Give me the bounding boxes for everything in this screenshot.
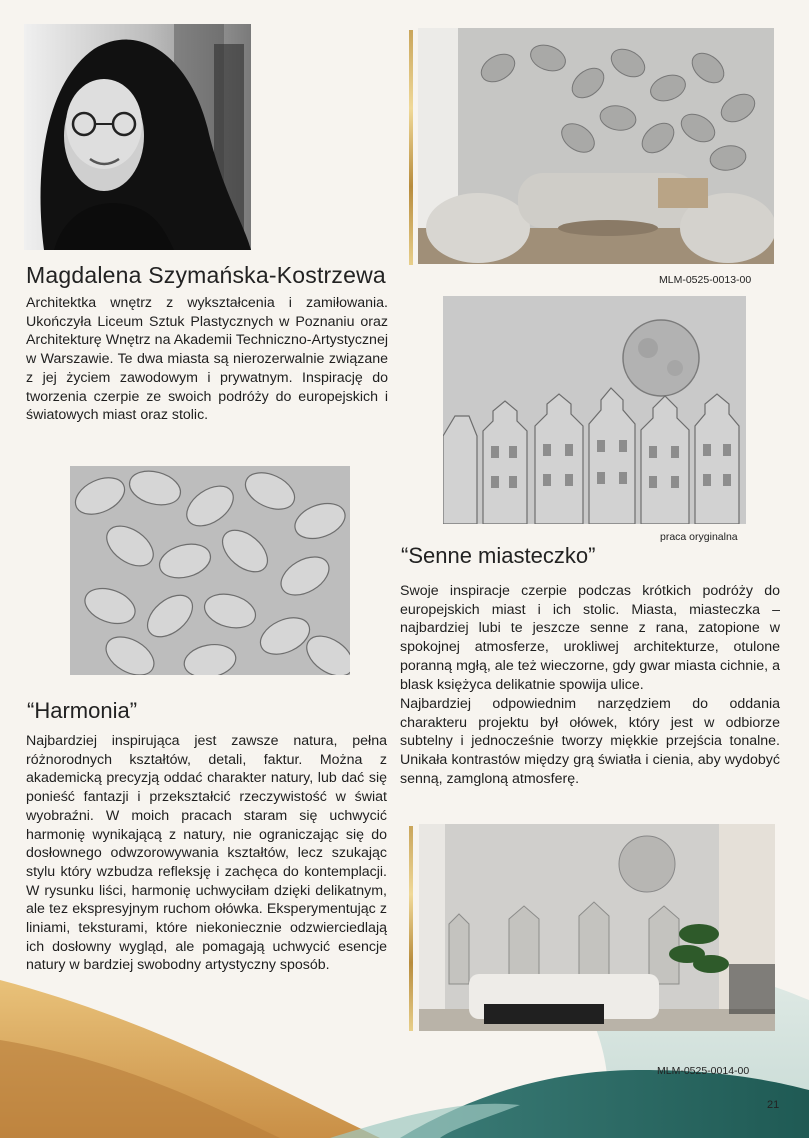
- interior-photo-town-wallpaper: [419, 824, 775, 1031]
- caption-original: praca oryginalna: [660, 531, 738, 543]
- page-number: 21: [767, 1099, 780, 1111]
- original-drawing-town: [443, 296, 746, 524]
- gold-accent-bar: [409, 826, 413, 1031]
- author-portrait: [24, 24, 251, 250]
- gold-accent-bar: [409, 30, 413, 265]
- leaves-drawing: [70, 466, 350, 675]
- interior-photo-leaves-wallpaper: [418, 28, 774, 264]
- caption-room1-code: MLM-0525-0013-00: [659, 274, 752, 286]
- author-bio: Architektka wnętrz z wykształcenia i zamiłowania. Ukończyła Liceum Sztuk Plastycznych w Poznaniu oraz Architekturę Wnętrz na Akademii Techniczno-Artystycznej w Warszawie. Te dwa miasta są nierozerwalnie związane z jej życiem zawodowym i prywatnym. Inspirację do tworzenia czerpie ze swoich podróży do europejskich i światowych miast oraz stolic.: [26, 295, 388, 424]
- harmonia-text: Najbardziej inspirująca jest zawsze natura, pełna różnorodnych kształtów, detali, faktur. Można z akademicką precyzją oddać charakter natury, lub dać się ponieść fantazji i przekształcić rzeczywistość w świat wyobraźni. W moich pracach staram się uchwycić harmonię wynikającą z natury, nie ograniczając się do dosłownego odwzorowywania kształtów, lecz szukając stylu który wzbudza refleksję i zachęca do kontemplacji. W rysunku liści, harmonię uchwyciłam dzięki delikatnym, ale tez ekspresyjnym ruchom ołówka. Eksperymentując z liniami, teksturami, które niekoniecznie odzwierciedlają ich dosłowny wygląd, ale pomagają uchwycić esencje natury w bardziej swobodny artystyczny sposób.: [26, 733, 387, 974]
- caption-room2-code: MLM-0525-0014-00: [657, 1065, 750, 1077]
- senne-text-2: Najbardziej odpowiednim narzędziem do oddania charakteru projektu był ołówek, który jest w odbiorze subtelny i jednocześnie tworzy miękkie przejścia tonalne. Unikała kontrastów między grą światła i cienia, aby wydobyć senną, zamgloną atmosferę.: [400, 696, 780, 787]
- senne-text-1: Swoje inspiracje czerpie podczas krótkich podróży do europejskich miast i ich stolic. Miasta, miasteczka – najbardziej lubi te jeszcze senne z rana, zatopione w spokojnej atmosferze, urokliwej architekturze, otulone poranną mgłą, ale też wieczorne, gdy gwar miasta cichnie, a blask księżyca delikatnie spowija ulice.: [400, 583, 780, 693]
- heading-senne-miasteczko: “Senne miasteczko”: [401, 543, 596, 568]
- author-name: Magdalena Szymańska-Kostrzewa: [26, 262, 386, 288]
- heading-harmonia: “Harmonia”: [27, 698, 138, 723]
